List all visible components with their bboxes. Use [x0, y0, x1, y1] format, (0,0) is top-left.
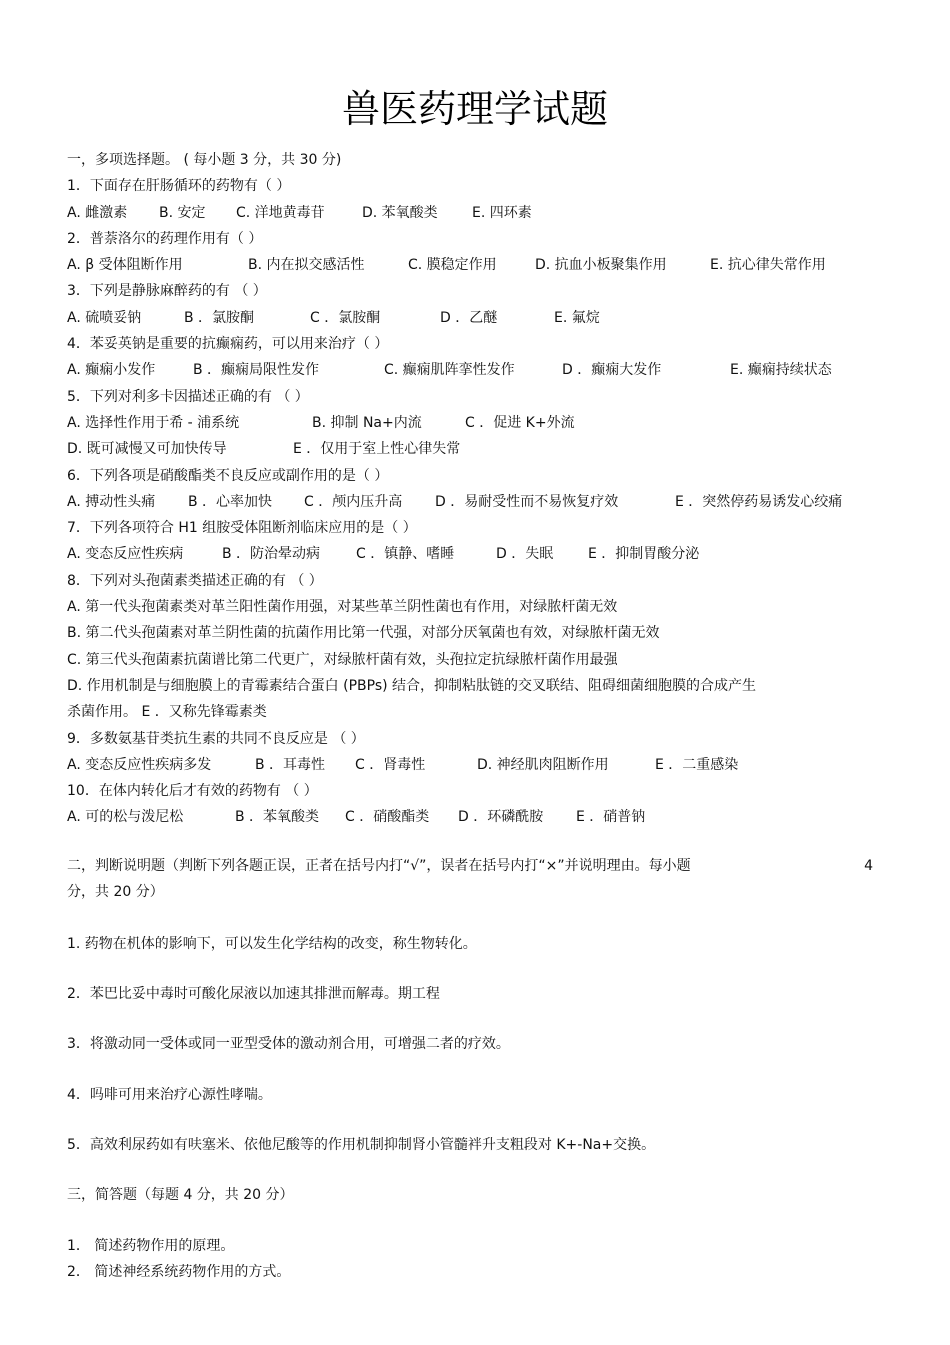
option-b: B ．氯胺酮 — [184, 309, 255, 326]
option-d: D ．环磷酰胺 — [458, 809, 544, 826]
question-10-options — [67, 804, 887, 830]
option-c: C ．颅内压升高 — [304, 493, 403, 510]
option-b: B. 内在拟交感活性 — [248, 257, 365, 274]
question-7-options — [67, 541, 887, 567]
question-9: 9．多数氨基苷类抗生素的共同不良反应是 （ ） — [67, 730, 365, 747]
option-c: C ．硝酸酯类 — [345, 809, 430, 826]
document-title: 兽医药理学试题 — [341, 87, 608, 131]
question-1: 1．下面存在肝肠循环的药物有（ ） — [67, 178, 291, 195]
question-5: 5．下列对利多卡因描述正确的有 （ ） — [67, 388, 309, 405]
question-1-options — [67, 200, 887, 226]
short-answer-2: 2． 简述神经系统药物作用的方式。 — [67, 1263, 291, 1280]
option-b: B. 安定 — [159, 204, 206, 221]
option-a: A. β 受体阻断作用 — [67, 257, 183, 274]
option-c: C. 洋地黄毒苷 — [236, 204, 325, 221]
option-b: B. 抑制 Na+内流 — [312, 414, 422, 431]
question-2-options — [67, 252, 887, 278]
question-3: 3．下列是静脉麻醉药的有 （ ） — [67, 283, 267, 300]
option-d: D ．乙醚 — [440, 309, 498, 326]
judge-item-3: 3．将激动同一受体或同一亚型受体的激动剂合用，可增强二者的疗效。 — [67, 1036, 510, 1053]
question-8-option-b: B. 第二代头孢菌素对革兰阴性菌的抗菌作用比第一代强，对部分厌氧菌也有效，对绿脓杆菌无效 — [67, 625, 660, 642]
judge-item-1: 1. 药物在机体的影响下，可以发生化学结构的改变，称生物转化。 — [67, 935, 477, 952]
judge-item-4: 4．吗啡可用来治疗心源性哮喘。 — [67, 1086, 272, 1103]
question-8-option-c: C. 第三代头孢菌素抗菌谱比第二代更广，对绿脓杆菌有效，头孢拉定抗绿脓杆菌作用最强 — [67, 651, 618, 668]
option-c: C ．氯胺酮 — [310, 309, 381, 326]
option-e: E ．硝普钠 — [576, 809, 646, 826]
option-e: E ．二重感染 — [655, 756, 739, 773]
document-body — [67, 147, 887, 1285]
option-c: C ．促进 K+外流 — [465, 414, 575, 431]
question-3-options — [67, 305, 887, 331]
question-7: 7．下列各项符合 H1 组胺受体阻断剂临床应用的是（ ） — [67, 520, 417, 537]
question-6-options — [67, 489, 887, 515]
option-a: A. 搏动性头痛 — [67, 493, 156, 510]
option-d: D ．癫痫大发作 — [562, 362, 662, 379]
question-5-options — [67, 410, 887, 436]
option-e: E ．仅用于室上性心律失常 — [293, 441, 461, 458]
section2-header-line2: 分，共 20 分） — [67, 883, 164, 900]
question-6: 6．下列各项是硝酸酯类不良反应或副作用的是（ ） — [67, 467, 389, 484]
option-d: D. 抗血小板聚集作用 — [535, 257, 667, 274]
option-a: A. 雌激素 — [67, 204, 128, 221]
option-e: E ．突然停药易诱发心绞痛 — [675, 493, 843, 510]
option-c: C. 癫痫肌阵挛性发作 — [384, 362, 515, 379]
option-b: B ．心率加快 — [188, 493, 273, 510]
question-9-options — [67, 752, 887, 778]
option-e: E. 抗心律失常作用 — [710, 257, 826, 274]
option-a: A. 变态反应性疾病多发 — [67, 756, 212, 773]
option-a: A. 可的松与泼尼松 — [67, 809, 184, 826]
section2-header-points: 4 — [864, 857, 873, 874]
section3-header: 三，简答题（每题 4 分，共 20 分） — [67, 1187, 294, 1204]
option-d: D. 既可减慢又可加快传导 — [67, 441, 227, 458]
option-b: B ．耳毒性 — [255, 756, 326, 773]
option-c: C ．肾毒性 — [355, 756, 426, 773]
option-b: B ．苯氧酸类 — [235, 809, 320, 826]
question-8-option-a: A. 第一代头孢菌素类对革兰阳性菌作用强，对某些革兰阴性菌也有作用，对绿脓杆菌无效 — [67, 599, 618, 616]
option-e: E ．抑制胃酸分泌 — [588, 546, 700, 563]
question-4-options — [67, 357, 887, 383]
section2-header-line1: 二，判断说明题（判断下列各题正误，正者在括号内打“√”，误者在括号内打“×”并说明理由。每小题 — [67, 857, 691, 874]
judge-item-5: 5．高效利尿药如有呋塞米、依他尼酸等的作用机制抑制肾小管髓袢升支粗段对 K+-Na+交换。 — [67, 1136, 656, 1153]
option-c: C ．镇静、嗜睡 — [356, 546, 455, 563]
question-8-option-d: D. 作用机制是与细胞膜上的青霉素结合蛋白 (PBPs) 结合，抑制粘肽链的交叉联结、阻碍细菌细胞膜的合成产生 — [67, 677, 757, 694]
option-c: C. 膜稳定作用 — [408, 257, 497, 274]
judge-item-2: 2．苯巴比妥中毒时可酸化尿液以加速其排泄而解毒。期工程 — [67, 986, 440, 1003]
question-10: 10．在体内转化后才有效的药物有 （ ） — [67, 783, 318, 800]
option-e: E. 氟烷 — [554, 309, 600, 326]
option-d: D ．失眠 — [496, 546, 554, 563]
option-a: A. 变态反应性疾病 — [67, 546, 184, 563]
question-4: 4．苯妥英钠是重要的抗癫痫药，可以用来治疗（ ） — [67, 336, 389, 353]
section1-header: 一，多项选择题。 ( 每小题 3 分，共 30 分) — [67, 152, 342, 168]
question-5-options-2 — [67, 436, 887, 462]
option-d: D. 神经肌肉阻断作用 — [477, 756, 609, 773]
option-b: B ．防治晕动病 — [222, 546, 321, 563]
short-answer-1: 1． 简述药物作用的原理。 — [67, 1237, 235, 1254]
option-a: A. 选择性作用于希 - 浦系统 — [67, 414, 240, 431]
section2-header — [67, 853, 887, 905]
option-a: A. 硫喷妥钠 — [67, 309, 142, 326]
question-8: 8．下列对头孢菌素类描述正确的有 （ ） — [67, 572, 323, 589]
question-2: 2．普萘洛尔的药理作用有（ ） — [67, 230, 263, 247]
option-b: B ．癫痫局限性发作 — [193, 362, 320, 379]
option-a: A. 癫痫小发作 — [67, 362, 156, 379]
question-8-option-d-cont: 杀菌作用。 E ．又称先锋霉素类 — [67, 704, 267, 721]
option-e: E. 四环素 — [472, 204, 532, 221]
option-d: D. 苯氧酸类 — [362, 204, 438, 221]
option-e: E. 癫痫持续状态 — [730, 362, 832, 379]
option-d: D ．易耐受性而不易恢复疗效 — [435, 493, 619, 510]
